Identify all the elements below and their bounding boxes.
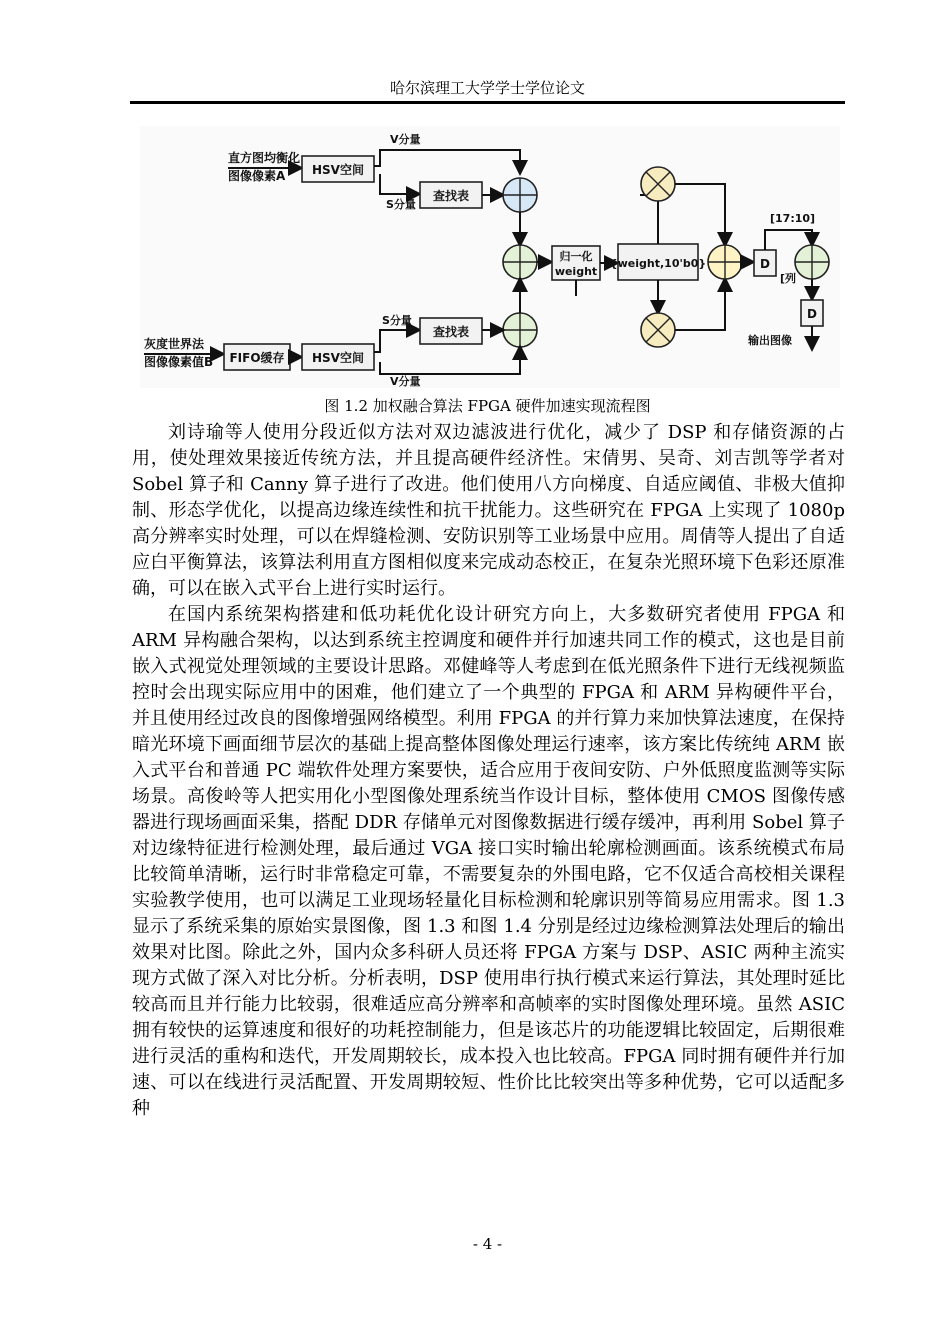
adder-top [503, 178, 537, 212]
normalize-label-2: weight [554, 265, 598, 278]
adder-middle-top [503, 245, 537, 279]
v-bottom-label: V分量 [390, 375, 421, 388]
running-header: 哈尔滨理工大学学士学位论文 [389, 79, 585, 97]
multiplier-bottom [641, 313, 675, 347]
input-a-label-2: 图像像素A [228, 169, 286, 183]
flowchart-diagram [140, 126, 840, 388]
s-top-label: S分量 [386, 198, 416, 211]
adder-output [795, 245, 829, 279]
input-a-label-1: 直方图均衡化 [228, 151, 301, 165]
header-rule [130, 101, 845, 104]
figure-caption: 图 1.2 加权融合算法 FPGA 硬件加速实现流程图 [324, 397, 651, 415]
output-label: 输出图像 [748, 334, 792, 347]
adder-bottom [503, 313, 537, 347]
hsv-bottom-label: HSV空间 [312, 351, 364, 365]
d-register-2-label: D [807, 307, 817, 321]
fifo-label: FIFO缓存 [229, 351, 285, 365]
page-number: - 4 - [472, 1235, 503, 1253]
normalize-label-1: 归一化 [559, 250, 593, 263]
body-text [132, 420, 845, 1122]
input-b-label-2: 图像像素值B [144, 355, 214, 369]
flowchart-figure [140, 126, 840, 388]
paragraph: 刘诗瑜等人使用分段近似方法对双边滤波进行优化，减少了 DSP 和存储资源的占用，使处理效果接近传统方法，并且提高硬件经济性。宋倩男、吴奇、刘吉凯等学者对 Sobel 算子和 Canny 算子进行了改进。他们使用八方向梯度、自适应阈值、非极大值抑制、形态学优化，以提高边缘连续性和抗干扰能力。这些研究在 FPGA 上实现了 1080p 高分辨率实时处理，可以在焊缝检测、安防识别等工业场景中应用。周倩等人提出了自适应白平衡算法，该算法利用直方图相似度来完成动态校正，在复杂光照环境下色彩还原准确，可以在嵌入式平台上进行实时运行。 [132, 422, 845, 599]
concat-label: {weight,10'b0} [609, 257, 707, 270]
paragraph: 在国内系统架构搭建和低功耗优化设计研究方向上，大多数研究者使用 FPGA 和 ARM 异构融合架构，以达到系统主控调度和硬件并行加速共同工作的模式，这也是目前嵌入式视觉处理领域的主要设计思路。邓健峰等人考虑到在低光照条件下进行无线视频监控时会出现实际应用中的困难，他们建立了一个典型的 FPGA 和 ARM 异构硬件平台，并且使用经过改良的图像增强网络模型。利用 FPGA 的并行算力来加快算法速度，在保持暗光环境下画面细节层次的基础上提高整体图像处理运行速率，该方案比传统纯 ARM 嵌入式平台和普通 PC 端软件处理方案要快，适合应用于夜间安防、户外低照度监测等实际场景。高俊岭等人把实用化小型图像处理系统当作设计目标，整体使用 CMOS 图像传感器进行现场画面采集，搭配 DDR 存储单元对图像数据进行缓存缓冲，再利用 Sobel 算子对边缘特征进行检测处理，最后通过 VGA 接口实时输出轮廓检测画面。该系统模式布局比较简单清晰，运行时非常稳定可靠，不需要复杂的外围电路，它不仅适合高校相关课程实验教学使用，也可以满足工业现场轻量化目标检测和轮廓识别等简易应用需求。图 1.3 显示了系统采集的原始实景图像，图 1.3 和图 1.4 分别是经过边缘检测算法处理后的输出效果对比图。除此之外，国内众多科研人员还将 FPGA 方案与 DSP、ASIC 两种主流实现方式做了深入对比分析。分析表明，DSP 使用串行执行模式来运行算法，其处理时延比较高而且并行能力比较弱，很难适应高分辨率和高帧率的实时图像处理环境。虽然 ASIC 拥有较快的运算速度和很好的功耗控制能力，但是该芯片的功能逻辑比较固定，后期很难进行灵活的重构和迭代，开发周期较长，成本投入也比较高。FPGA 同时拥有硬件并行加速、可以在线进行灵活配置、开发周期较短、性价比比较突出等多种优势，它可以适配多种 [132, 604, 845, 1119]
d-register-1-label: D [760, 257, 770, 271]
lut-top-label: 查找表 [432, 189, 470, 203]
v-top-label: V分量 [390, 133, 421, 146]
lut-bottom-label: 查找表 [432, 325, 470, 339]
hsv-top-label: HSV空间 [312, 163, 364, 177]
col-label: [列 [780, 272, 797, 285]
input-b-label-1: 灰度世界法 [144, 337, 205, 351]
adder-final [708, 245, 742, 279]
multiplier-top [641, 167, 675, 201]
bits-label: [17:10] [770, 212, 816, 225]
s-bottom-label: S分量 [382, 314, 412, 327]
